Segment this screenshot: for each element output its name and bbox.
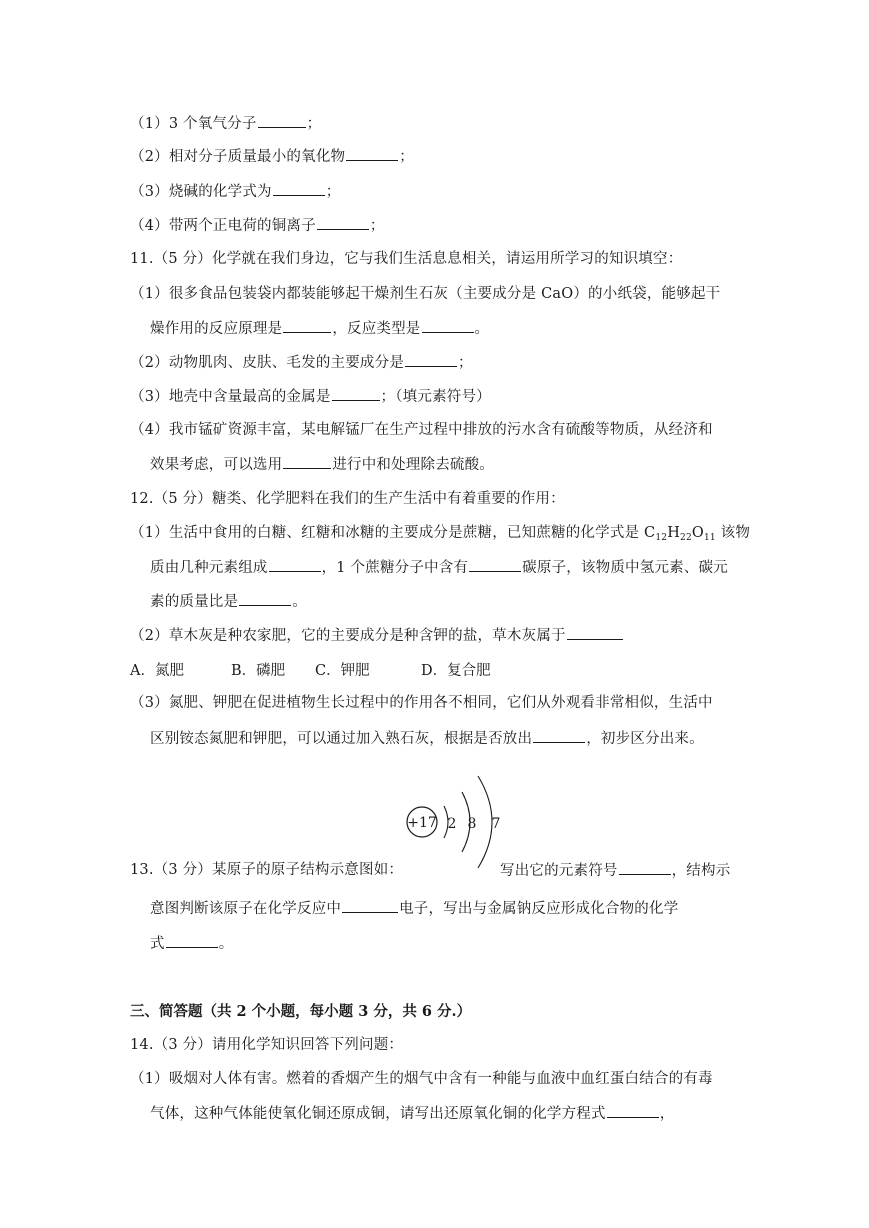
q12-part1-line2 xyxy=(150,557,760,578)
q10-item-1-text: （1）3 个氧气分子 xyxy=(130,116,257,132)
nucleus-charge: +17 xyxy=(407,815,437,831)
answer-blank[interactable] xyxy=(469,557,521,572)
shell-3-electrons: 7 xyxy=(491,816,501,832)
text-segment: 写出它的元素符号 xyxy=(500,863,618,879)
q12-part1-line1 xyxy=(130,523,751,548)
text-segment: （2）动物肌肉、皮肤、毛发的主要成分是 xyxy=(130,355,405,371)
q13-line1-start: 13.（3 分）某原子的原子结构示意图如： xyxy=(130,862,404,878)
sucrose-formula: $C_{12}H_{22}O_{11}$ xyxy=(644,525,716,543)
answer-blank[interactable] xyxy=(283,318,331,333)
answer-blank[interactable] xyxy=(166,933,218,948)
q11-part4-line2 xyxy=(150,454,760,475)
text-segment: 燥作用的反应原理是 xyxy=(150,321,283,337)
shell-2-electrons: 8 xyxy=(467,816,477,832)
answer-blank[interactable] xyxy=(317,215,369,230)
text-segment: （2）草木灰是种农家肥，它的主要成分是种含钾的盐，草木灰属于 xyxy=(130,628,566,644)
text-segment: 电子，写出与金属钠反应形成化合物的化学 xyxy=(399,901,679,917)
q11-part3 xyxy=(130,386,740,407)
q11-part4-line1: （4）我市锰矿资源丰富，某电解锰厂在生产过程中排放的污水含有硫酸等物质，从经济和 xyxy=(130,422,713,438)
text-segment: 素的质量比是 xyxy=(150,594,239,610)
text-segment: 碳原子，该物质中氢元素、碳元 xyxy=(522,560,728,576)
text-segment: ，结构示 xyxy=(671,863,731,879)
q10-item-2 xyxy=(130,146,740,167)
q13-line2 xyxy=(150,898,760,919)
text-segment: 区别铵态氮肥和钾肥，可以通过加入熟石灰，根据是否放出 xyxy=(150,731,533,747)
q10-item-3-text: （3）烧碱的化学式为 xyxy=(130,184,272,200)
shell-1-electrons: 2 xyxy=(447,816,457,832)
punctuation: ； xyxy=(306,116,322,132)
answer-blank[interactable] xyxy=(533,728,585,743)
answer-blank[interactable] xyxy=(283,454,331,469)
q12-part3-line1: （3）氮肥、钾肥在促进植物生长过程中的作用各不相同，它们从外观看非常相似，生活中 xyxy=(130,695,713,711)
answer-blank[interactable] xyxy=(346,146,398,161)
answer-blank[interactable] xyxy=(258,113,306,128)
answer-blank[interactable] xyxy=(332,386,380,401)
text-segment: 意图判断该原子在化学反应中 xyxy=(150,901,342,917)
text-segment: 效果考虑，可以选用 xyxy=(150,457,283,473)
option-d[interactable]: D．复合肥 xyxy=(421,663,491,679)
answer-blank[interactable] xyxy=(273,181,325,196)
text-segment: 质由几种元素组成 xyxy=(150,560,268,576)
option-a[interactable]: A．氮肥 xyxy=(130,663,184,679)
answer-blank[interactable] xyxy=(619,860,671,875)
text-segment: 式 xyxy=(150,936,165,952)
text-segment: ；（填元素符号） xyxy=(380,389,491,405)
text-segment: （1）生活中食用的白糖、红糖和冰糖的主要成分是蔗糖，已知蔗糖的化学式是 xyxy=(130,525,645,541)
answer-blank[interactable] xyxy=(342,898,398,913)
text-segment: ，1 个蔗糖分子中含有 xyxy=(321,560,469,576)
q11-part2 xyxy=(130,352,740,373)
text-segment: ，初步区分出来。 xyxy=(586,731,704,747)
q14-part1-line1: （1）吸烟对人体有害。燃着的香烟产生的烟气中含有一种能与血液中血红蛋白结合的有毒 xyxy=(130,1071,713,1087)
q14-part1-line2 xyxy=(150,1103,760,1124)
answer-blank[interactable] xyxy=(607,1103,659,1118)
electron-shell-3 xyxy=(478,776,492,868)
punctuation: ； xyxy=(399,149,414,165)
q10-item-4 xyxy=(130,215,740,236)
punctuation: ， xyxy=(659,1106,675,1122)
answer-blank[interactable] xyxy=(269,557,321,572)
punctuation: 。 xyxy=(474,321,490,337)
punctuation: 。 xyxy=(218,936,234,952)
punctuation: ； xyxy=(458,355,473,371)
text-segment: 进行中和处理除去硫酸。 xyxy=(332,457,495,473)
text-segment: （3）地壳中含量最高的金属是 xyxy=(130,389,331,405)
answer-blank[interactable] xyxy=(567,625,623,640)
q11-stem: 11.（5 分）化学就在我们身边，它与我们生活息息相关，请运用所学习的知识填空： xyxy=(130,251,683,267)
punctuation: 。 xyxy=(292,594,307,610)
q13-line3 xyxy=(150,933,760,954)
q10-item-1 xyxy=(130,113,740,134)
q14-stem: 14.（3 分）请用化学知识回答下列问题： xyxy=(130,1037,404,1053)
q12-part1-line3 xyxy=(150,591,760,612)
q11-part1-line1: （1）很多食品包装袋内都装能够起干燥剂生石灰（主要成分是 CaO）的小纸袋，能够起干 xyxy=(130,286,721,302)
section-3-heading: 三、简答题（共 2 个小题，每小题 3 分，共 6 分.） xyxy=(130,1003,472,1020)
q10-item-3 xyxy=(130,181,740,202)
q12-part3-line2 xyxy=(150,728,760,749)
text-segment: ，反应类型是 xyxy=(332,321,421,337)
q13-line1-end xyxy=(500,860,740,881)
option-c[interactable]: C．钾肥 xyxy=(315,663,370,679)
answer-blank[interactable] xyxy=(405,352,457,367)
q12-part2 xyxy=(130,625,740,646)
atom-structure-diagram xyxy=(402,768,512,878)
q12-stem: 12.（5 分）糖类、化学肥料在我们的生产生活中有着重要的作用： xyxy=(130,491,565,507)
punctuation: ； xyxy=(325,184,341,200)
option-b[interactable]: B．磷肥 xyxy=(231,663,286,679)
text-segment: 该物 xyxy=(715,525,751,541)
text-segment: 气体，这种气体能使氧化铜还原成铜，请写出还原氧化铜的化学方程式 xyxy=(150,1106,606,1122)
q10-item-2-text: （2）相对分子质量最小的氧化物 xyxy=(130,149,346,165)
q10-item-4-text: （4）带两个正电荷的铜离子 xyxy=(130,218,316,234)
answer-blank[interactable] xyxy=(239,591,291,606)
punctuation: ； xyxy=(369,218,385,234)
q11-part1-line2 xyxy=(150,318,760,339)
answer-blank[interactable] xyxy=(422,318,474,333)
